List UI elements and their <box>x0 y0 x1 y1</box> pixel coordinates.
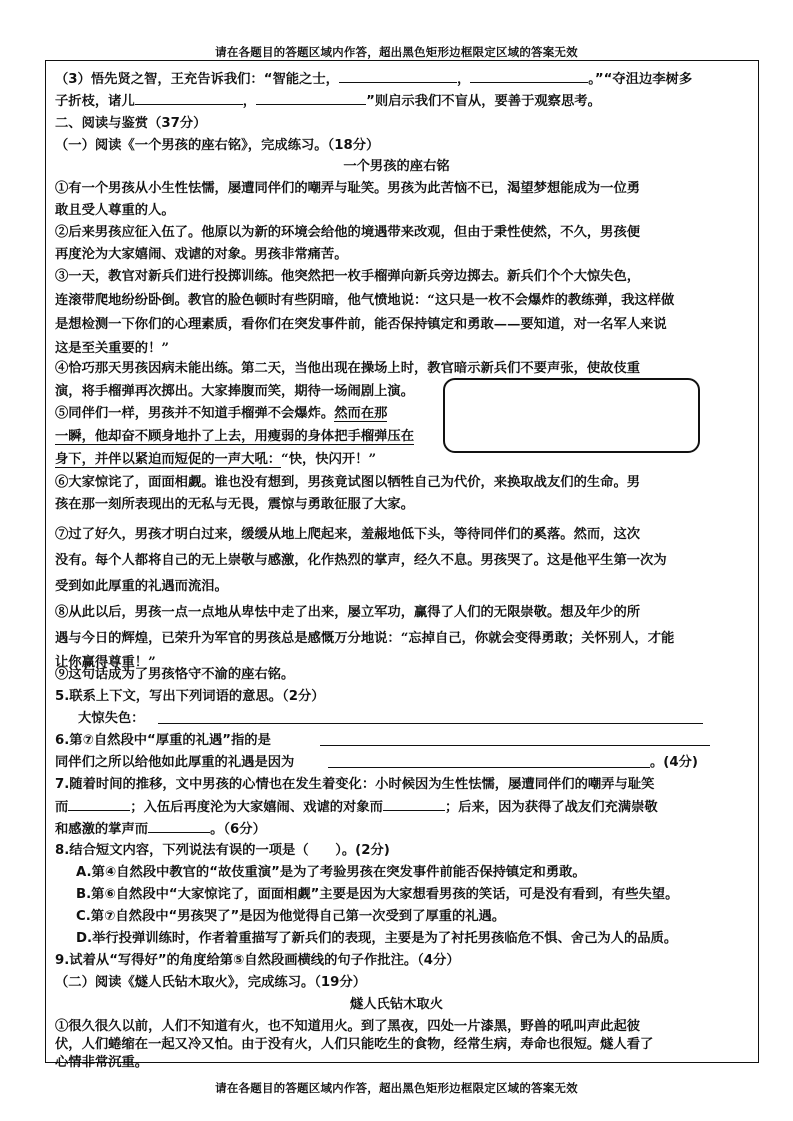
question-5: 5.联系上下文，写出下列词语的意思。（2分） <box>55 689 325 704</box>
q3-line-1: （3）悟先贤之智，王充告诉我们：“智能之士， ， 。”“夺沮边李树多 <box>55 72 693 87</box>
paragraph-8-line: 让你赢得尊重！” <box>55 655 156 670</box>
q6-answer-line-1[interactable] <box>320 745 710 746</box>
paragraph-5-line <box>55 428 414 446</box>
q8-option-c[interactable]: C.第⑦自然段中“男孩哭了”是因为他觉得自己第一次受到了厚重的礼遇。 <box>76 909 506 924</box>
paragraph-3-line: 这是至关重要的！” <box>55 341 170 356</box>
annotation-box[interactable] <box>443 378 700 453</box>
paragraph-4-line: ④恰巧那天男孩因病未能出练。第二天，当他出现在操场上时，教官暗示新兵们不要声张，使故伎重 <box>55 361 641 376</box>
question-8: 8.结合短文内容，下列说法有误的一项是（ ）。(2分) <box>55 843 390 858</box>
paragraph-8-line: 遇与今日的辉煌，已荣升为军官的男孩总是感慨万分地说：“忘掉自己，你就会变得勇敢；关怀别人，才能 <box>55 631 675 646</box>
q3-line-2: 子折枝，诸儿 ， ”则启示我们不盲从，要善于观察思考。 <box>55 94 601 109</box>
question-6-line-2: 同伴们之所以给他如此厚重的礼遇是因为 <box>55 755 295 770</box>
paragraph-7-line: ⑦过了好久，男孩才明白过来，缓缓从地上爬起来，羞赧地低下头，等待同伴们的奚落。然而，这次 <box>55 527 641 542</box>
paragraph-5-line: 身下，并伴以紧迫而短促的一声大吼：“快，快闪开！” <box>55 452 377 467</box>
paragraph-10-line: 心情非常沉重。 <box>55 1055 149 1070</box>
page-header: 请在各题目的答题区域内作答，超出黑色矩形边框限定区域的答案无效 <box>215 45 578 59</box>
question-7-line-2: 而 ；入伍后再度沦为大家嬉闹、戏谑的对象而 ；后来，因为获得了战友们充满崇敬 <box>55 800 658 815</box>
paragraph-3-line: ③一天，教官对新兵们进行投掷训练。他突然把一枚手榴弹向新兵旁边掷去。新兵们个个大惊失色， <box>55 269 641 284</box>
paragraph-7-line: 受到如此厚重的礼遇而流泪。 <box>55 579 228 594</box>
q6-score: 。(4分) <box>650 755 698 770</box>
paragraph-2-line: 再度沦为大家嬉闹、戏谑的对象。男孩非常痛苦。 <box>55 247 348 262</box>
article1-title: 一个男孩的座右铭 <box>343 159 450 174</box>
q8-option-a[interactable]: A.第④自然段中教官的“故伎重演”是为了考验男孩在突发事件前能否保持镇定和勇敢。 <box>76 865 586 880</box>
q3-blank-3[interactable] <box>135 92 243 105</box>
section-title: 二、阅读与鉴赏（37分） <box>55 116 207 131</box>
q3-blank-4[interactable] <box>256 92 366 105</box>
question-7-line-1: 7.随着时间的推移，文中男孩的心情也在发生着变化：小时候因为生性怯懦，屡遭同伴们的嘲弄与耻笑 <box>55 777 655 792</box>
part2-title: （二）阅读《燧人氏钻木取火》，完成练习。（19分） <box>55 975 367 990</box>
q3-blank-2[interactable] <box>470 70 588 83</box>
q5-answer-line[interactable] <box>158 723 703 724</box>
question-7-line-3: 和感激的掌声而 。（6分） <box>55 822 266 837</box>
paragraph-3-line: 是想检测一下你们的心理素质，看你们在突发事件前，能否保持镇定和勇敢——要知道，对一名军人来说 <box>55 317 667 332</box>
part1-title: （一）阅读《一个男孩的座右铭》，完成练习。（18分） <box>55 138 380 153</box>
paragraph-5-line: ⑤同伴们一样，男孩并不知道手榴弹不会爆炸。然而在那 <box>55 406 388 421</box>
paragraph-9-line: ⑨这句话成为了男孩恪守不渝的座右铭。 <box>55 667 295 682</box>
question-9: 9.试着从“写得好”的角度给第⑤自然段画横线的句子作批注。（4分） <box>55 953 460 968</box>
article2-title: 燧人氏钻木取火 <box>349 997 444 1012</box>
underlined-sentence: 身下，并伴以紧迫而短促的一声大吼： <box>55 452 282 467</box>
q3-blank-1[interactable] <box>339 70 457 83</box>
question-6-line-1: 6.第⑦自然段中“厚重的礼遇”指的是 <box>55 733 271 748</box>
paragraph-3-line: 连滚带爬地纷纷卧倒。教官的脸色顿时有些阴暗，他气愤地说：“这只是一枚不会爆炸的教练弹，我这样做 <box>55 293 675 308</box>
underlined-sentence: 然而在那 <box>334 406 388 421</box>
q5-item: 大惊失色： <box>78 711 145 726</box>
paragraph-1-line: ①有一个男孩从小生性怯懦，屡遭同伴们的嘲弄与耻笑。男孩为此苦恼不已，渴望梦想能成为一位勇 <box>55 181 641 196</box>
q6-answer-line-2[interactable] <box>328 767 650 768</box>
paragraph-2-line: ②后来男孩应征入伍了。他原以为新的环境会给他的境遇带来改观，但由于秉性使然，不久，男孩便 <box>55 225 641 240</box>
paragraph-7-line: 没有。每个人都将自己的无上崇敬与感激，化作热烈的掌声，经久不息。男孩哭了。这是他平生第一次为 <box>55 553 667 568</box>
paragraph-1-line: 敢且受人尊重的人。 <box>55 203 175 218</box>
paragraph-6-line: ⑥大家惊诧了，面面相觑。谁也没有想到，男孩竟试图以牺牲自己为代价，来换取战友们的生命。男 <box>55 475 641 490</box>
page-footer: 请在各题目的答题区域内作答，超出黑色矩形边框限定区域的答案无效 <box>215 1081 578 1095</box>
paragraph-10-line: ①很久很久以前，人们不知道有火，也不知道用火。到了黑夜，四处一片漆黑，野兽的吼叫声此起彼 <box>55 1019 641 1034</box>
underlined-sentence: 一瞬，他却奋不顾身地扑了上去，用瘦弱的身体把手榴弹压在 <box>55 429 415 444</box>
q7-blank-3[interactable] <box>148 820 210 833</box>
paragraph-6-line: 孩在那一刻所表现出的无私与无畏，震惊与勇敢征服了大家。 <box>55 497 415 512</box>
paragraph-4-line: 演，将手榴弹再次掷出。大家捧腹而笑，期待一场闹剧上演。 <box>55 384 415 399</box>
q7-blank-2[interactable] <box>383 798 445 811</box>
q8-option-b[interactable]: B.第⑥自然段中“大家惊诧了，面面相觑”主要是因为大家想看男孩的笑话，可是没有看到，有些失望。 <box>76 887 679 902</box>
paragraph-8-line: ⑧从此以后，男孩一点一点地从卑怯中走了出来，屡立军功，赢得了人们的无限崇敬。想及年少的所 <box>55 605 641 620</box>
q7-blank-1[interactable] <box>68 798 130 811</box>
paragraph-10-line: 伏，人们蜷缩在一起又冷又怕。由于没有火，人们只能吃生的食物，经常生病，寿命也很短。燧人看了 <box>55 1037 654 1052</box>
q8-option-d[interactable]: D.举行投弹训练时，作者着重描写了新兵们的表现，主要是为了衬托男孩临危不惧、舍己为人的品质。 <box>76 931 678 946</box>
